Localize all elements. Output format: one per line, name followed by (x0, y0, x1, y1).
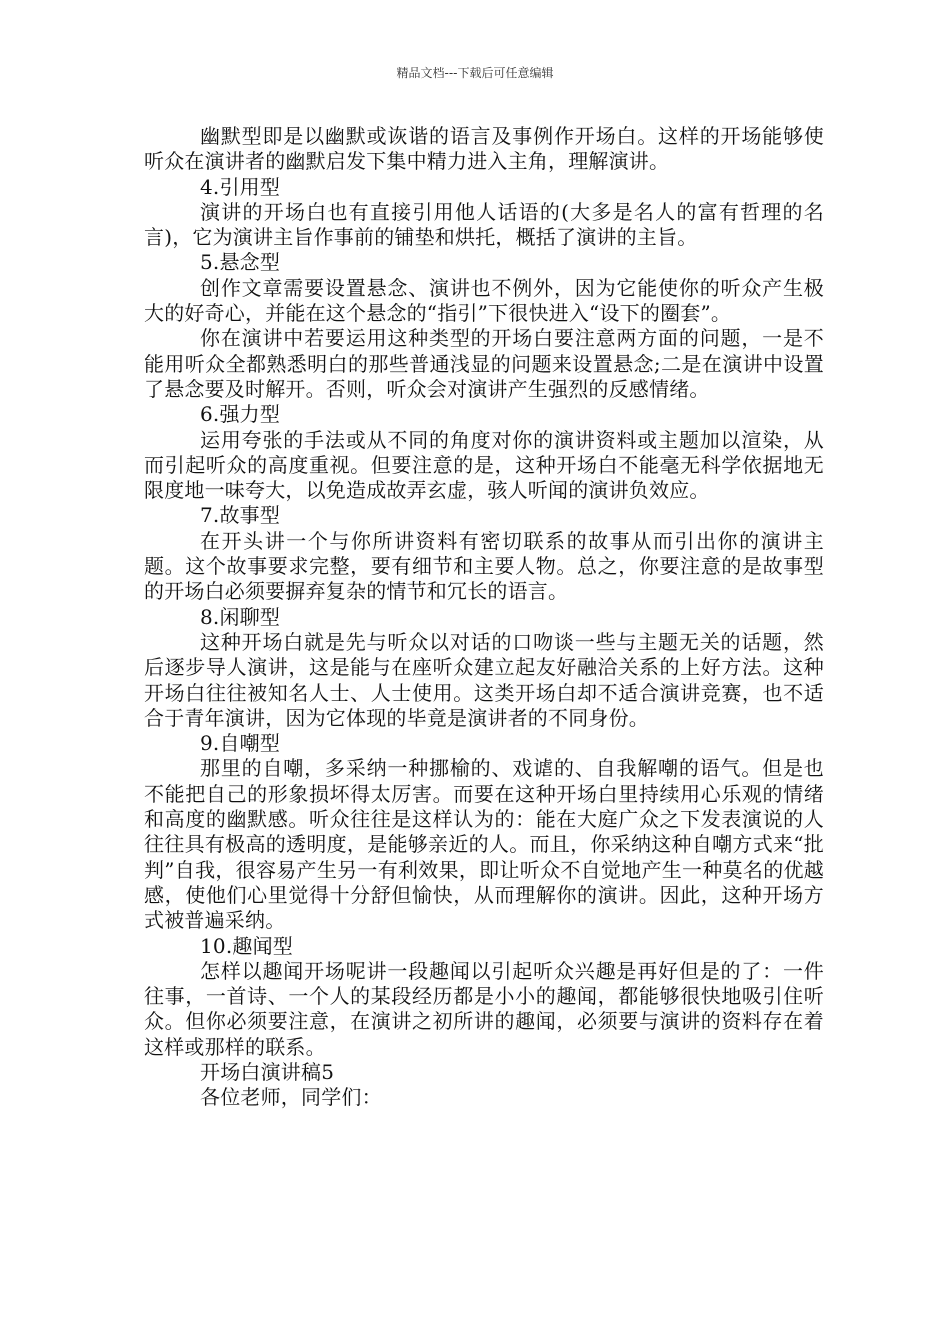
paragraph-self-mockery: 那里的自嘲，多采纳一种挪榆的、戏谑的、自我解嘲的语气。但是也不能把自己的形象损坏得太厉害。而要在这种开场白里持续用心乐观的情绪和高度的幽默感。听众往往是这样认为的：能在大庭广众之下发表演说的人往往具有极高的透明度，是能够亲近的人。而且，你采纳这种自嘲方式来“批判”自我，很容易产生另一有利效果，即让听众不自觉地产生一种莫名的优越感，使他们心里觉得十分舒但愉快，从而理解你的演讲。因此，这种开场方式被普遍采纳。 (144, 756, 824, 933)
paragraph-suspense: 创作文章需要设置悬念、演讲也不例外，因为它能使你的听众产生极大的好奇心，并能在这个悬念的“指引”下很快进入“设下的圈套”。 (144, 275, 824, 326)
paragraph-humor-intro: 幽默型即是以幽默或诙谐的语言及事例作开场白。这样的开场能够使听众在演讲者的幽默启发下集中精力进入主角，理解演讲。 (144, 124, 824, 174)
paragraph-quote: 演讲的开场白也有直接引用他人话语的(大多是名人的富有哲理的名言)，它为演讲主旨作事前的铺垫和烘托，概括了演讲的主旨。 (144, 199, 824, 250)
section-heading-speech-5: 开场白演讲稿5 (200, 1059, 335, 1084)
document-body (144, 124, 824, 1111)
section-heading-quote: 4.引用型 (200, 174, 281, 199)
section-heading-chat: 8.闲聊型 (200, 604, 281, 629)
page-header: 精品文档---下载后可任意编辑 (396, 66, 554, 80)
section-heading-story: 7.故事型 (200, 503, 281, 528)
paragraph-story: 在开头讲一个与你所讲资料有密切联系的故事从而引出你的演讲主题。这个故事要求完整，要有细节和主要人物。总之，你要注意的是故事型的开场白必须要摒弃复杂的情节和冗长的语言。 (144, 528, 824, 604)
paragraph-suspense-notes: 你在演讲中若要运用这种类型的开场白要注意两方面的问题，一是不能用听众全都熟悉明白的那些普通浅显的问题来设置悬念;二是在演讲中设置了悬念要及时解开。否则，听众会对演讲产生强烈的反感情绪。 (144, 326, 824, 401)
paragraph-chat: 这种开场白就是先与听众以对话的口吻谈一些与主题无关的话题，然后逐步导人演讲，这是能与在座听众建立起友好融洽关系的上好方法。这种开场白往往被知名人士、人士使用。这类开场白却不适合演讲竞赛，也不适合于青年演讲，因为它体现的毕竟是演讲者的不同身份。 (144, 629, 824, 730)
section-heading-suspense: 5.悬念型 (200, 250, 281, 275)
paragraph-strong: 运用夸张的手法或从不同的角度对你的演讲资料或主题加以渲染，从而引起听众的高度重视。但要注意的是，这种开场白不能毫无科学依据地无限度地一味夸大，以免造成故弄玄虚，骇人听闻的演讲负效应。 (144, 427, 824, 503)
paragraph-greeting: 各位老师，同学们： (200, 1085, 382, 1110)
section-heading-self-mockery: 9.自嘲型 (200, 731, 281, 756)
section-heading-anecdote: 10.趣闻型 (200, 933, 294, 958)
section-heading-strong: 6.强力型 (200, 402, 281, 427)
paragraph-anecdote: 怎样以趣闻开场呢讲一段趣闻以引起听众兴趣是再好但是的了：一件往事，一首诗、一个人的某段经历都是小小的趣闻，都能够很快地吸引住听众。但你必须要注意，在演讲之初所讲的趣闻，必须要与演讲的资料存在着这样或那样的联系。 (144, 958, 824, 1059)
